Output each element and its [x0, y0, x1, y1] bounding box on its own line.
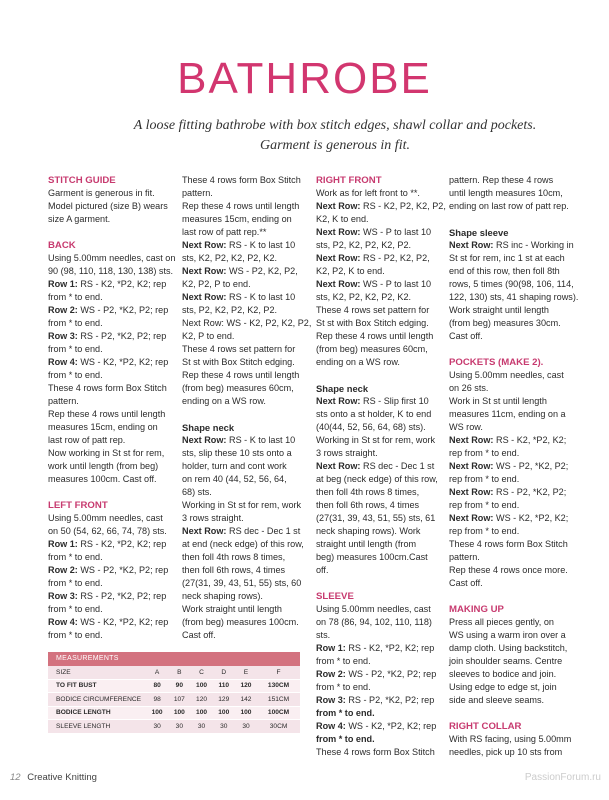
measurement-value: 30CM [257, 720, 300, 734]
section-heading: STITCH GUIDE [48, 175, 116, 186]
measurement-value: 80 [146, 679, 168, 693]
text-line: from * to end. [48, 630, 103, 640]
row-label: Row 2: [316, 669, 346, 679]
text-line: pattern. [449, 552, 480, 562]
row-label: Next Row: [182, 435, 227, 445]
paragraph-gap [316, 369, 441, 382]
measurement-value: 151CM [257, 693, 300, 707]
text-line: from * to end. [48, 344, 103, 354]
measurement-value: 30 [168, 720, 190, 734]
paragraph-gap [449, 213, 574, 226]
row-instruction: RS - P2, *K2, P2; [493, 487, 567, 497]
row-label: Row 4: [316, 721, 346, 731]
subsection-heading: Shape neck [316, 383, 369, 394]
text-line: Using 5.00mm needles, cast [449, 370, 564, 380]
text-line: on 26 sts. [449, 383, 489, 393]
subsection-heading: Shape sleeve [449, 227, 509, 238]
text-line: Rep these 4 rows until length [182, 370, 300, 380]
measurement-value: B [168, 666, 190, 679]
measurement-value: 100CM [257, 706, 300, 720]
text-line [316, 395, 441, 408]
text-line: With RS facing, using 5.00mm [449, 734, 572, 744]
text-line [449, 239, 574, 252]
row-label: Next Row: [316, 396, 361, 406]
text-line: 3 rows straight. [316, 448, 378, 458]
text-line: (from beg) measures 100cm. [182, 617, 299, 627]
text-line [182, 291, 307, 304]
text-line: from * to end. [316, 682, 371, 692]
text-line: Model pictured (size B) wears [48, 201, 168, 211]
text-line: join shoulder seams. Centre [449, 656, 563, 666]
measurement-value: E [235, 666, 257, 679]
text-line: Using 5.00mm needles, cast on [48, 253, 176, 263]
text-line [316, 278, 441, 291]
text-line [316, 694, 441, 707]
row-label: Next Row: [316, 461, 361, 471]
row-label: Next Row: [449, 240, 494, 250]
paragraph-gap [48, 226, 173, 239]
paragraph-gap [449, 590, 574, 603]
text-line: WS row. [449, 422, 483, 432]
row-label: Row 1: [48, 279, 78, 289]
measurement-label: TO FIT BUST [48, 679, 146, 693]
text-line: K2, P to end. [182, 331, 235, 341]
text-line: These 4 rows form Box Stitch [48, 383, 167, 393]
row-label: Next Row: [182, 240, 227, 250]
measurement-value: 30 [190, 720, 212, 734]
measurement-value: 100 [213, 706, 235, 720]
measurements-grid [48, 666, 300, 734]
row-instruction: RS - K to last 10 [226, 240, 296, 250]
text-line: holder, turn and cont work [182, 461, 287, 471]
row-instruction: RS - K2, P2, K2, P2, [360, 201, 446, 211]
text-line: Cast off. [182, 630, 216, 640]
row-label: Next Row: [449, 487, 494, 497]
measurement-value: C [190, 666, 212, 679]
text-line: on 78 (86, 94, 102, 110, 118) [316, 617, 432, 627]
text-line: (from beg) measures 60cm, [182, 383, 294, 393]
text-line [182, 525, 307, 538]
text-line [182, 265, 307, 278]
measurement-value: 100 [190, 679, 212, 693]
text-line: (from beg) measures 60cm, [316, 344, 428, 354]
text-line: sts, P2, K2, P2, K2, P2. [316, 240, 412, 250]
row-label: Row 4: [48, 357, 78, 367]
row-label: Row 2: [48, 305, 78, 315]
text-line: at end (neck edge) of this row, [182, 539, 304, 549]
measurement-value: 142 [235, 693, 257, 707]
text-line: Work straight until length [449, 305, 549, 315]
row-instruction: RS - P2, K2, P2, [360, 253, 430, 263]
text-line [48, 564, 173, 577]
row-label: Row 1: [48, 539, 78, 549]
text-line: sts, K2, P2, K2, P2, K2. [316, 292, 412, 302]
text-line: measures 15cm, ending on [182, 214, 292, 224]
section-heading: POCKETS (MAKE 2). [449, 357, 544, 368]
text-line: beg) measures 100cm.Cast [316, 552, 428, 562]
measurements-row [48, 706, 300, 720]
text-line: rows, 5 times (90(98, 106, 114, [449, 279, 574, 289]
text-column-2 [182, 174, 312, 642]
text-line: sleeves to bodice and join. [449, 669, 557, 679]
measurement-value: 30 [146, 720, 168, 734]
text-line [48, 330, 173, 343]
measurement-value: 100 [190, 706, 212, 720]
text-line [449, 460, 574, 473]
page-number: 12 [10, 772, 21, 783]
text-line: end of this row, then foll 8th [449, 266, 560, 276]
section-heading: BACK [48, 240, 76, 251]
text-line: sts, K2, P2, K2, P2, K2. [182, 253, 278, 263]
paragraph-gap [449, 343, 574, 356]
row-label: Next Row: [449, 513, 494, 523]
text-line: measures 15cm, ending on [48, 422, 158, 432]
text-line: from * to end. [48, 552, 103, 562]
text-line: Rep these 4 rows until length [48, 409, 166, 419]
text-line: straight until length (from [316, 539, 417, 549]
row-label: Next Row: [449, 461, 494, 471]
text-line [48, 590, 173, 603]
text-line: 3 rows straight. [182, 513, 244, 523]
text-line [316, 226, 441, 239]
measurement-value: 30 [213, 720, 235, 734]
measurement-label: SLEEVE LENGTH [48, 720, 146, 734]
text-line: then foll 6th rows, 4 times [316, 500, 420, 510]
text-line: Using edge to edge st, join [449, 682, 557, 692]
text-line: neck shaping rows). Work [316, 526, 421, 536]
measurements-row [48, 666, 300, 679]
text-line: Cast off. [449, 331, 483, 341]
text-line: on 50 (54, 62, 66, 74, 78) sts. [48, 526, 167, 536]
row-instruction: RS - K2, *P2, K2; rep [345, 643, 435, 653]
measurement-value: 120 [235, 679, 257, 693]
text-line: sts, P2, K2, P2, K2, P2. [182, 305, 278, 315]
text-line: rep from * to end. [449, 448, 520, 458]
text-line: from * to end. [48, 370, 103, 380]
text-line [316, 460, 441, 473]
article-subtitle [60, 116, 609, 156]
text-line [449, 434, 574, 447]
subsection-heading: Shape neck [182, 422, 235, 433]
text-line: Next Row: WS - K2, P2, K2, P2, [182, 318, 312, 328]
measurement-value: D [213, 666, 235, 679]
text-line [48, 278, 173, 291]
text-line: pattern. [182, 188, 213, 198]
text-line: St st with Box Stitch edging. [182, 357, 295, 367]
text-line: neck shaping rows). [182, 591, 263, 601]
text-line: from * to end. [48, 292, 103, 302]
text-line: Using 5.00mm needles, cast [316, 604, 431, 614]
text-line [316, 720, 441, 733]
measurements-row [48, 720, 300, 734]
paragraph-gap [316, 577, 441, 590]
measurement-value: 110 [213, 679, 235, 693]
page-footer [10, 772, 97, 783]
text-line: until length measures 10cm, [449, 188, 563, 198]
text-line: then foll 6th rows, 4 times [182, 565, 286, 575]
magazine-name: Creative Knitting [27, 772, 97, 783]
text-line: 90 (98, 110, 118, 130, 138) sts. [48, 266, 174, 276]
measurement-label: SIZE [48, 666, 146, 679]
text-line [48, 304, 173, 317]
text-line: These 4 rows form Box Stitch [316, 747, 435, 757]
text-line: Cast off. [449, 578, 483, 588]
text-line: last row of patt rep. [48, 435, 126, 445]
measurement-value: A [146, 666, 168, 679]
text-line: rep from * to end. [449, 474, 520, 484]
row-label: Row 1: [316, 643, 346, 653]
text-line: Working in St st for rem, work [182, 500, 302, 510]
bold-text: from * to end. [316, 734, 375, 744]
text-column-1 [48, 174, 176, 642]
measurements-row [48, 679, 300, 693]
text-line: Rep these 4 rows until length [316, 331, 434, 341]
row-instruction: RS dec - Dec 1 st [360, 461, 435, 471]
text-line: These 4 rows form Box Stitch [449, 539, 568, 549]
text-line [449, 512, 574, 525]
row-label: Next Row: [449, 435, 494, 445]
text-line: Work in St st until length [449, 396, 547, 406]
text-line: These 4 rows set pattern for [316, 305, 430, 315]
row-label: Next Row: [182, 526, 227, 536]
text-line: on rem 40 (44, 52, 56, 64, [182, 474, 287, 484]
row-instruction: WS - P2, *K2, P2; rep [77, 305, 169, 315]
text-column-3 [316, 174, 446, 759]
text-line: (27(31, 39, 43, 51, 55) sts, 61 [316, 513, 436, 523]
text-line: Rep these 4 rows once more. [449, 565, 568, 575]
row-label: Next Row: [182, 266, 227, 276]
row-instruction: RS dec - Dec 1 st [226, 526, 301, 536]
measurement-value: 30 [235, 720, 257, 734]
section-heading: RIGHT COLLAR [449, 721, 522, 732]
row-instruction: WS - P2, *K2, P2; rep [77, 565, 169, 575]
text-line: then foll 4th rows 8 times, [316, 487, 420, 497]
paragraph-gap [48, 486, 173, 499]
measurement-value: 100 [168, 706, 190, 720]
paragraph-gap [449, 707, 574, 720]
article-title: BATHROBE [177, 54, 432, 103]
text-line: K2, P2, P to end. [182, 279, 251, 289]
text-line: needles, pick up 10 sts from [449, 747, 563, 757]
text-line: rep from * to end. [449, 500, 520, 510]
text-line: work until length (from beg) [48, 461, 159, 471]
text-line: St st for rem, inc 1 st at each [449, 253, 565, 263]
text-line: ending on a WS row. [316, 357, 400, 367]
section-heading: RIGHT FRONT [316, 175, 382, 186]
row-instruction: WS - P2, *K2, P2; rep [345, 669, 437, 679]
measurement-label: BODICE LENGTH [48, 706, 146, 720]
row-instruction: RS - K to last 10 [226, 435, 296, 445]
measurement-value: 120 [190, 693, 212, 707]
text-line: sts, slip these 10 sts onto a [182, 448, 292, 458]
row-label: Row 3: [48, 591, 78, 601]
measurement-value: 130CM [257, 679, 300, 693]
text-line: from * to end. [48, 604, 103, 614]
text-line: pattern. [48, 396, 79, 406]
text-line: Press all pieces gently, on [449, 617, 554, 627]
row-instruction: RS - P2, *K2, P2; rep [77, 331, 167, 341]
text-line: 68) sts. [182, 487, 212, 497]
text-line: pattern. Rep these 4 rows [449, 175, 554, 185]
text-line: 122, 130) sts, 41 shaping rows). [449, 292, 579, 302]
section-heading: LEFT FRONT [48, 500, 108, 511]
text-line: Garment is generous in fit. [48, 188, 155, 198]
text-line: (40(44, 52, 56, 64, 68) sts). [316, 422, 426, 432]
measurements-heading: MEASUREMENTS [48, 652, 300, 666]
row-label: Next Row: [316, 201, 361, 211]
row-instruction: WS - K2, *P2, K2; [493, 513, 569, 523]
text-line: measures 11cm, ending on a [449, 409, 566, 419]
text-line: from * to end. [48, 318, 103, 328]
text-line: K2, P2, K to end. [316, 266, 385, 276]
row-instruction: RS - K2, *P2, K2; rep [77, 279, 167, 289]
text-line: measures 100cm. Cast off. [48, 474, 157, 484]
text-line [316, 200, 446, 213]
row-label: Next Row: [316, 227, 361, 237]
row-instruction: WS - P to last 10 [360, 227, 432, 237]
row-label: Next Row: [182, 292, 227, 302]
row-label: Row 4: [48, 617, 78, 627]
text-line [316, 733, 441, 746]
text-line: off. [316, 565, 329, 575]
measurement-value: 98 [146, 693, 168, 707]
text-line: Rep these 4 rows until length [182, 201, 300, 211]
text-line [449, 486, 574, 499]
row-instruction: RS - K2, *P2, K2; rep [77, 539, 167, 549]
text-column-4 [449, 174, 579, 759]
subtitle-line-2: Garment is generous in fit. [260, 138, 410, 153]
text-line: from * to end. [48, 578, 103, 588]
text-line: K2, K to end. [316, 214, 369, 224]
text-line [182, 434, 307, 447]
text-line [316, 642, 441, 655]
text-line: size A garment. [48, 214, 111, 224]
row-instruction: RS - P2, *K2, P2; rep [77, 591, 167, 601]
text-line: sts onto a st holder, K to end [316, 409, 432, 419]
measurement-value: 100 [235, 706, 257, 720]
section-heading: SLEEVE [316, 591, 354, 602]
subtitle-line-1: A loose fitting bathrobe with box stitch edges, shawl collar and pockets. [133, 118, 537, 133]
watermark: PassionForum.ru [524, 772, 601, 783]
row-instruction: WS - P2, *K2, P2; [493, 461, 569, 471]
measurement-value: 107 [168, 693, 190, 707]
text-line [316, 252, 441, 265]
row-label: Row 2: [48, 565, 78, 575]
text-line: ending on last row of patt rep. [449, 201, 569, 211]
row-label: Next Row: [316, 253, 361, 263]
row-label: Row 3: [316, 695, 346, 705]
row-label: Row 3: [48, 331, 78, 341]
text-line: These 4 rows form Box Stitch [182, 175, 301, 185]
text-line: from * to end. [316, 656, 371, 666]
row-instruction: WS - P2, K2, P2, [226, 266, 298, 276]
measurement-value: 129 [213, 693, 235, 707]
text-line: St st with Box Stitch edging. [316, 318, 429, 328]
row-instruction: WS - P to last 10 [360, 279, 432, 289]
text-line: WS using a warm iron over a [449, 630, 566, 640]
text-line: last row of patt rep.** [182, 227, 267, 237]
text-line: side and sleeve seams. [449, 695, 545, 705]
text-line: rep from * to end. [449, 526, 520, 536]
text-line [182, 239, 307, 252]
text-line: (27(31, 39, 43, 51, 55) sts, 60 [182, 578, 302, 588]
row-instruction: WS - K2, *P2, K2; rep [345, 721, 437, 731]
row-instruction: WS - K2, *P2, K2; rep [77, 357, 169, 367]
text-line: Working in St st for rem, work [316, 435, 436, 445]
section-heading: MAKING UP [449, 604, 504, 615]
row-instruction: WS - K2, *P2, K2; rep [77, 617, 169, 627]
row-instruction: RS - K2, *P2, K2; [493, 435, 567, 445]
text-line: damp cloth. Using backstitch, [449, 643, 568, 653]
measurements-table [48, 652, 300, 734]
text-line: These 4 rows set pattern for [182, 344, 296, 354]
measurement-label: BODICE CIRCUMFERENCE [48, 693, 146, 707]
measurement-value: 100 [146, 706, 168, 720]
text-line: then foll 4th rows 8 times, [182, 552, 286, 562]
text-line [316, 668, 441, 681]
text-line [316, 707, 441, 720]
text-line: at beg (neck edge) of this row, [316, 474, 438, 484]
text-line: Using 5.00mm needles, cast [48, 513, 163, 523]
text-line: Work straight until length [182, 604, 282, 614]
text-line [48, 616, 173, 629]
measurements-row [48, 693, 300, 707]
text-line: Now working in St st for rem, [48, 448, 165, 458]
row-instruction: RS - K to last 10 [226, 292, 296, 302]
measurement-value: F [257, 666, 300, 679]
text-line: Work as for left front to **. [316, 188, 420, 198]
text-line [48, 538, 173, 551]
bold-text: from * to end. [316, 708, 375, 718]
text-line: (from beg) measures 30cm. [449, 318, 561, 328]
row-instruction: RS - P2, *K2, P2; rep [345, 695, 435, 705]
text-line [48, 356, 173, 369]
text-line: ending on a WS row. [182, 396, 266, 406]
row-instruction: RS inc - Working in [493, 240, 574, 250]
row-label: Next Row: [316, 279, 361, 289]
paragraph-gap [182, 408, 307, 421]
measurement-value: 90 [168, 679, 190, 693]
text-line: sts. [316, 630, 331, 640]
row-instruction: RS - Slip first 10 [360, 396, 429, 406]
